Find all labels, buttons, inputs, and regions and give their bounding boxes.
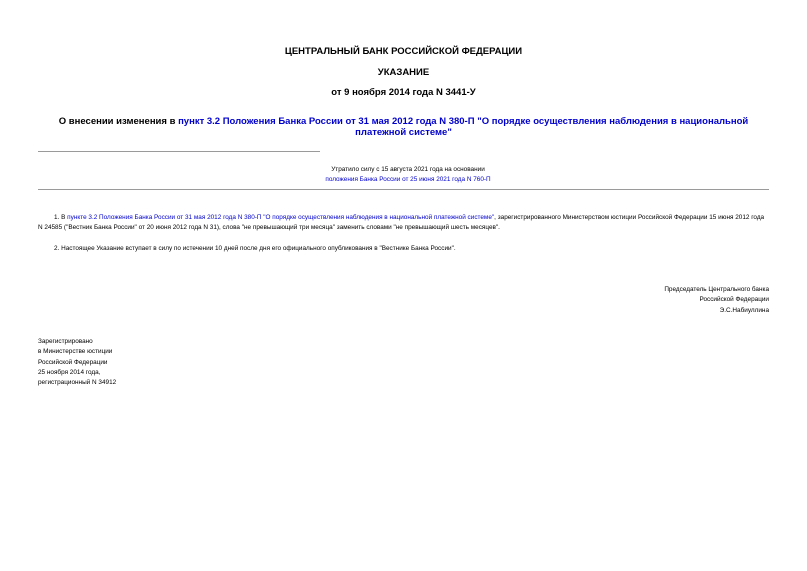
title-link[interactable]: пункт 3.2 Положения Банка России от 31 мая 2012 года N 380-П "О порядке осуществления наблюдения в национальной платежной системе" — [178, 116, 749, 138]
signatory-position-1: Председатель Центрального банка — [664, 286, 769, 293]
registration-block — [38, 337, 238, 388]
signatory-name: Э.С.Набиуллина — [719, 306, 769, 314]
registration-line: 25 ноября 2014 года, — [38, 368, 101, 376]
registration-line: Российской Федерации — [38, 358, 108, 366]
paragraph-1-prefix: 1. В — [54, 214, 68, 221]
title-prefix: О внесении изменения в — [58, 116, 179, 127]
document-date: от 9 ноября 2014 года N 3441-У — [331, 87, 476, 98]
signatory-position-2: Российской Федерации — [699, 296, 769, 304]
signature-block — [519, 285, 769, 316]
registration-line: регистрационный N 34912 — [38, 379, 117, 387]
divider-full — [38, 189, 769, 190]
issuer-heading: ЦЕНТРАЛЬНЫЙ БАНК РОССИЙСКОЙ ФЕДЕРАЦИИ — [284, 46, 523, 57]
registration-line: в Министерстве юстиции — [38, 348, 113, 356]
status-note — [300, 165, 516, 185]
paragraph-2: 2. Настоящее Указание вступает в силу по истечении 10 дней после дня его официального опубликования в "Вестнике Банка России". — [54, 245, 456, 252]
paragraph-1-suffix: , зарегистрированного Министерством юстиции Российской Федерации 15 июня 2012 года N 24585 ("Вестник Банка России" от 20 июня 2012 года N 31), слова "не превышающий три месяца" заменить словами "не превышающий шесть месяцев". — [38, 214, 765, 231]
document-type: УКАЗАНИЕ — [377, 67, 430, 78]
divider-short — [38, 151, 320, 152]
status-text: Утратило силу с 15 августа 2021 года на основании — [331, 166, 485, 173]
registration-line: Зарегистрировано — [38, 338, 93, 345]
paragraph-1 — [38, 213, 769, 233]
status-link[interactable]: положения Банка России от 25 июня 2021 года N 760-П — [325, 176, 491, 183]
document-title — [40, 116, 767, 138]
paragraph-1-link[interactable]: пункте 3.2 Положения Банка России от 31 мая 2012 года N 380-П "О порядке осуществления наблюдения в национальной платежной системе" — [67, 214, 495, 221]
